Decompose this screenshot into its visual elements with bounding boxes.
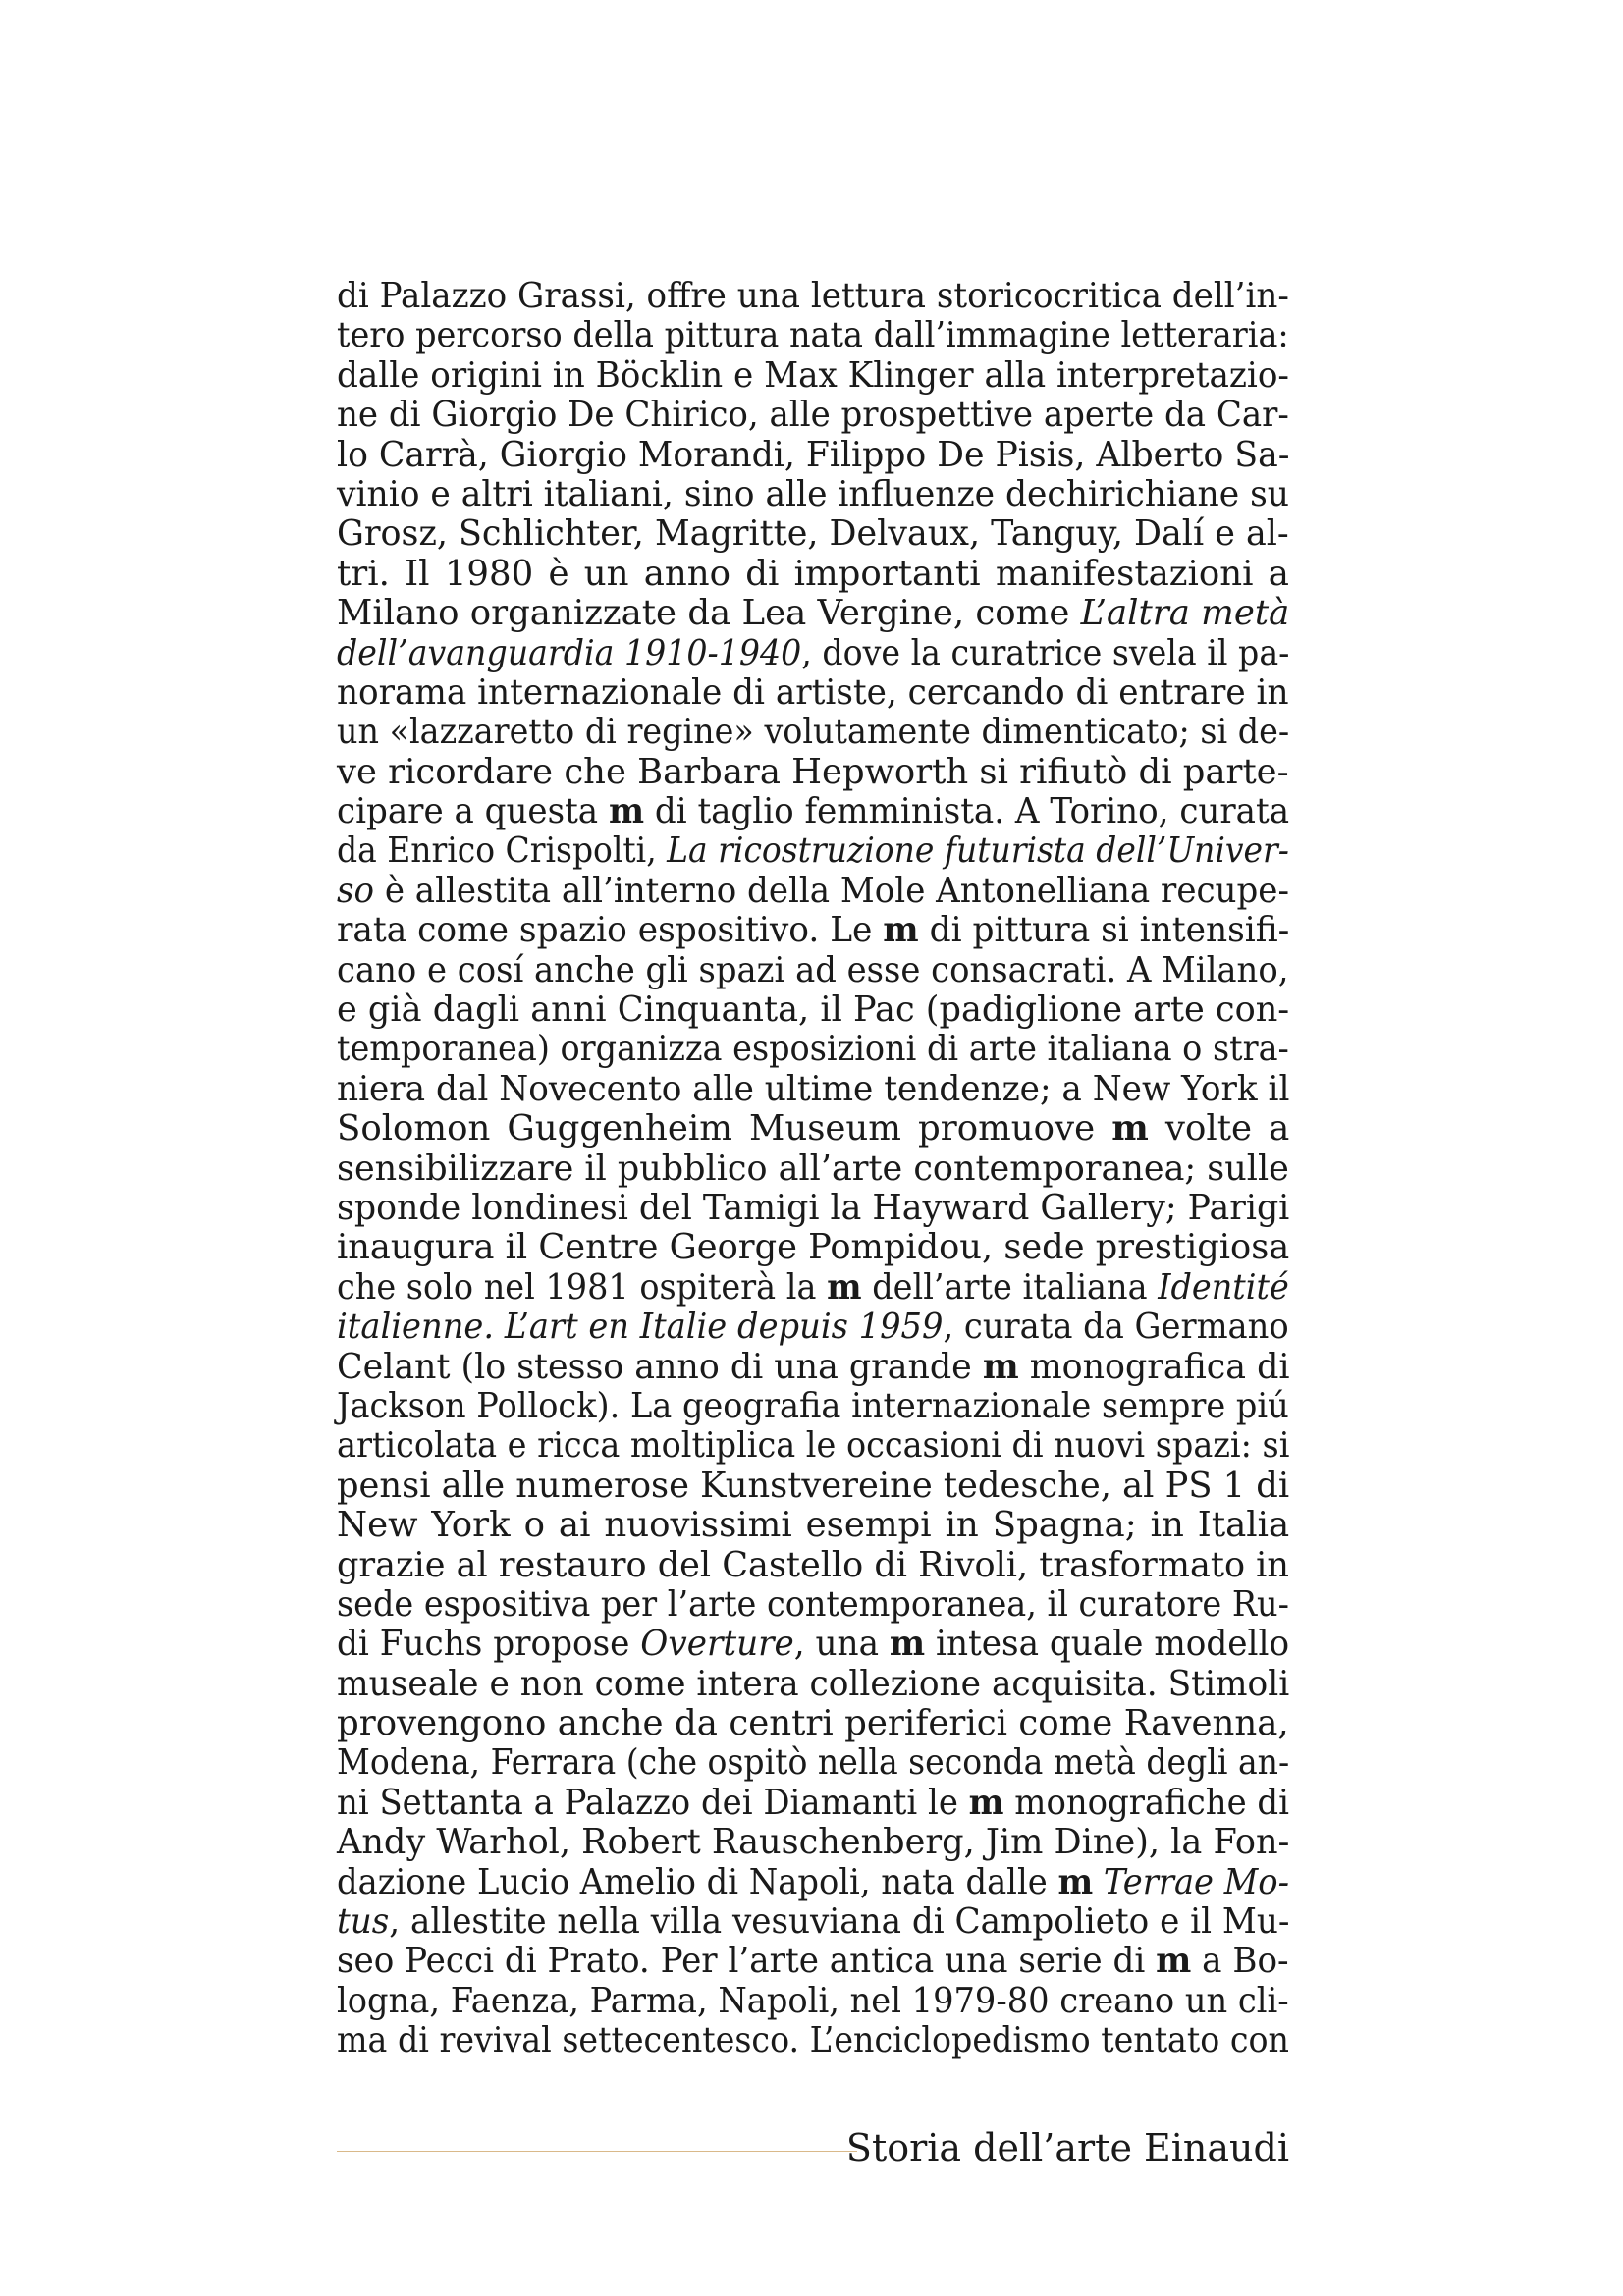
text-line	[337, 2021, 1289, 2060]
text-run: volte a	[1148, 1108, 1290, 1149]
text-line	[337, 1784, 1289, 1823]
italic-text: italienne. L’art en Italie depuis 1959	[337, 1307, 944, 1348]
text-line	[337, 1268, 1289, 1308]
italic-text: Overture	[640, 1624, 794, 1665]
text-run: provengono anche da centri periferici come Ravenna,	[337, 1703, 1289, 1744]
text-line	[337, 1942, 1289, 1981]
text-run: , curata da Germano	[943, 1307, 1289, 1348]
text-run: di taglio femminista. A Torino, curata	[644, 791, 1290, 832]
bold-text: m	[982, 1346, 1019, 1387]
text-run: di Palazzo Grassi, offre una lettura storicocritica dell’in-	[337, 276, 1289, 316]
text-line	[337, 1348, 1289, 1387]
text-run	[1093, 1862, 1104, 1902]
text-run: di Fuchs propose	[337, 1624, 641, 1665]
text-line	[337, 1546, 1289, 1585]
bold-text: m	[608, 791, 645, 832]
text-run: logna, Faenza, Parma, Napoli, nel 1979-80 creano un cli-	[337, 1980, 1289, 2021]
text-line	[337, 1109, 1289, 1148]
text-line	[337, 753, 1289, 792]
text-run: un «lazzaretto di regine» volutamente dimenticato; si de-	[337, 712, 1290, 753]
text-line	[337, 1070, 1289, 1109]
text-run: tri. Il 1980 è un anno di importanti manifestazioni a	[337, 553, 1289, 594]
text-line	[337, 594, 1289, 633]
italic-text: La ricostruzione futurista dell’Univer-	[667, 830, 1289, 872]
bold-text: m	[1156, 1941, 1192, 1982]
text-run: Grosz, Schlichter, Magritte, Delvaux, Tanguy, Dalí e al-	[337, 513, 1289, 555]
text-run: pensi alle numerose Kunstvereine tedesche, al PS 1 di	[337, 1465, 1290, 1506]
italic-text: dell’avanguardia 1910-1940	[337, 632, 802, 673]
text-line	[337, 872, 1289, 911]
text-line	[337, 1149, 1289, 1189]
text-run: Modena, Ferrara (che ospitò nella seconda metà degli an-	[337, 1742, 1290, 1784]
text-run: ni Settanta a Palazzo dei Diamanti le	[337, 1782, 969, 1823]
text-run: , allestite nella villa vesuviana di Campolieto e il Mu-	[389, 1901, 1290, 1943]
text-line	[337, 1665, 1289, 1704]
text-line	[337, 1625, 1289, 1664]
text-line	[337, 831, 1289, 871]
text-line	[337, 1585, 1289, 1625]
bold-text: m	[889, 1624, 926, 1665]
bold-text: m	[968, 1782, 1004, 1823]
text-run: è allestita all’interno della Mole Antonelliana recupe-	[373, 870, 1289, 911]
body-text	[337, 277, 1289, 2061]
text-line	[337, 396, 1289, 435]
text-run: norama internazionale di artiste, cercando di entrare in	[337, 671, 1289, 713]
text-line	[337, 1030, 1289, 1069]
bold-text: m	[1057, 1861, 1094, 1902]
text-line	[337, 356, 1289, 396]
text-line	[337, 514, 1289, 554]
text-line	[337, 1823, 1289, 1862]
text-run: tero percorso della pittura nata dall’immagine letteraria:	[337, 315, 1289, 356]
text-line	[337, 1426, 1289, 1466]
text-run: ma di revival settecentesco. L’enciclopedismo tentato con	[337, 2020, 1289, 2061]
text-line	[337, 951, 1289, 990]
text-line	[337, 277, 1289, 316]
text-line	[337, 792, 1289, 831]
text-line	[337, 1228, 1289, 1267]
text-run: monografica di	[1018, 1346, 1290, 1387]
text-run: , dove la curatrice svela il pa-	[801, 632, 1290, 673]
text-run: Celant (lo stesso anno di una grande	[337, 1346, 983, 1387]
footer-label: Storia dell’arte Einaudi	[845, 2126, 1289, 2169]
bold-text: m	[1111, 1108, 1149, 1149]
text-line	[337, 1743, 1289, 1783]
text-run: sensibilizzare il pubblico all’arte contemporanea; sulle	[337, 1148, 1289, 1189]
text-run: sede espositiva per l’arte contemporanea, il curatore Ru-	[337, 1583, 1289, 1625]
text-run: di pittura si intensifi-	[918, 910, 1290, 951]
text-line	[337, 713, 1289, 752]
text-line	[337, 1704, 1289, 1743]
text-line	[337, 1902, 1289, 1942]
text-run: seo Pecci di Prato. Per l’arte antica una serie di	[337, 1941, 1157, 1982]
text-run: monografiche di	[1003, 1782, 1289, 1823]
text-line	[337, 1982, 1289, 2021]
text-run: niera dal Novecento alle ultime tendenze; a New York il	[337, 1068, 1290, 1109]
bold-text: m	[827, 1266, 862, 1308]
text-run: museale e non come intera collezione acquisita. Stimoli	[337, 1663, 1290, 1704]
italic-text: tus	[337, 1901, 390, 1943]
bold-text: m	[883, 910, 919, 951]
text-line	[337, 1467, 1289, 1506]
text-line	[337, 1189, 1289, 1228]
text-run: articolata e ricca moltiplica le occasioni di nuovi spazi: si	[337, 1425, 1290, 1467]
text-run: temporanea) organizza esposizioni di arte italiana o stra-	[337, 1029, 1289, 1070]
text-run: lo Carrà, Giorgio Morandi, Filippo De Pisis, Alberto Sa-	[337, 434, 1290, 475]
text-line	[337, 436, 1289, 475]
text-run: ve ricordare che Barbara Hepworth si rifiutò di parte-	[337, 751, 1289, 792]
italic-text: L’altra metà	[1080, 593, 1290, 634]
text-run: cano e cosí anche gli spazi ad esse consacrati. A Milano,	[337, 949, 1289, 990]
text-run: e già dagli anni Cinquanta, il Pac (padiglione arte con-	[337, 989, 1290, 1031]
text-run: vinio e altri italiani, sino alle influenze dechirichiane su	[337, 473, 1289, 514]
text-run: rata come spazio espositivo. Le	[337, 910, 884, 951]
text-line	[337, 316, 1289, 355]
text-run: Jackson Pollock). La geografia internazionale sempre piú	[337, 1385, 1289, 1426]
text-run: sponde londinesi del Tamigi la Hayward Gallery; Parigi	[337, 1187, 1290, 1228]
italic-text: Identité	[1158, 1266, 1289, 1308]
text-run: Andy Warhol, Robert Rauschenberg, Jim Dine), la Fon-	[337, 1822, 1290, 1863]
text-line	[337, 475, 1289, 514]
text-run: dazione Lucio Amelio di Napoli, nata dalle	[337, 1861, 1058, 1902]
text-run: a Bo-	[1191, 1941, 1289, 1982]
text-line	[337, 1863, 1289, 1902]
text-run: New York o ai nuovissimi esempi in Spagna; in Italia	[337, 1505, 1290, 1546]
text-run: dalle origini in Böcklin e Max Klinger alla interpretazio-	[337, 354, 1289, 396]
text-run: grazie al restauro del Castello di Rivoli, trasformato in	[337, 1544, 1289, 1585]
text-line	[337, 990, 1289, 1030]
text-line	[337, 1506, 1289, 1545]
italic-text: so	[337, 870, 374, 911]
text-run: inaugura il Centre George Pompidou, sede prestigiosa	[337, 1227, 1290, 1268]
text-line	[337, 1308, 1289, 1347]
text-line	[337, 911, 1289, 950]
text-run: intesa quale modello	[925, 1624, 1290, 1665]
text-run: che solo nel 1981 ospiterà la	[337, 1266, 828, 1308]
text-line	[337, 555, 1289, 594]
text-run: , una	[793, 1624, 890, 1665]
text-run: Milano organizzate da Lea Vergine, come	[337, 593, 1081, 634]
text-line	[337, 1387, 1289, 1426]
text-run: dell’arte italiana	[861, 1266, 1159, 1308]
text-run: cipare a questa	[337, 791, 609, 832]
footer-rule	[337, 2151, 857, 2152]
text-run: da Enrico Crispolti,	[337, 830, 668, 872]
text-run: ne di Giorgio De Chirico, alle prospettive aperte da Car-	[337, 395, 1289, 436]
text-run: Solomon Guggenheim Museum promuove	[337, 1108, 1112, 1149]
text-line	[337, 673, 1289, 713]
text-line	[337, 634, 1289, 673]
italic-text: Terrae Mo-	[1103, 1861, 1289, 1902]
